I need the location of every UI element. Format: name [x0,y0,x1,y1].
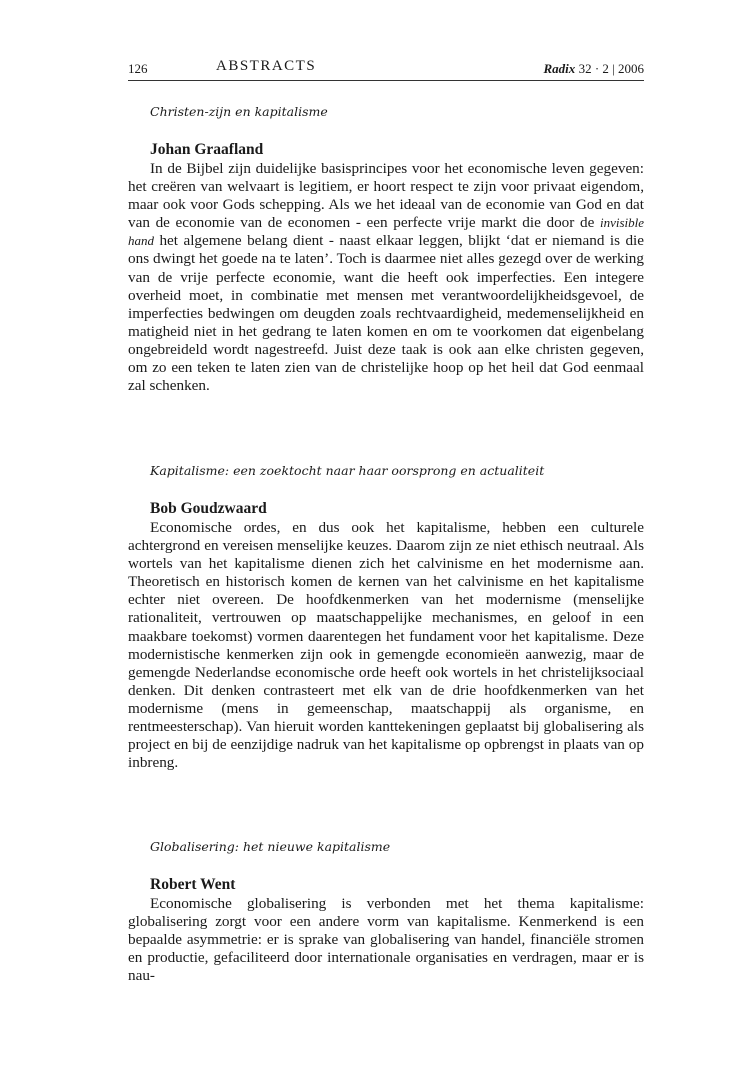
journal-name: Radix [543,61,576,76]
journal-reference [544,61,644,77]
abstract-author: Robert Went [150,876,236,893]
abstract-went [128,838,644,985]
abstract-graafland [128,103,644,395]
abstract-title: Globalisering: het nieuwe kapitalisme [150,839,391,854]
abstract-body: Economische globalisering is verbonden met het thema kapitalisme: globalisering zorgt voor een andere vorm van kapitalisme. Kenmerkend is een bepaalde asymmetrie: er is sprake van globalisering van handel, financiële stromen en productie, gefaciliteerd door internationale organisaties en verdragen, maar er is nau- [128,895,644,985]
abstract-body: In de Bijbel zijn duidelijke basisprincipes voor het economische leven gegeven: het creëren van welvaart is legitiem, er hoort respect te zijn voor privaat eigendom, maar ook voor Gods schepping. Als we het ideaal van de economie van God en dat van de economie van de economen - een perfecte vrije markt die door de invisible hand het algemene belang dient - naast elkaar leggen, blijkt ‘dat er niemand is die ons dwingt het goede na te laten’. Toch is daarmee niet alles gezegd over de werking van de vrije perfecte economie, want die heeft ook imperfecties. Een integere overheid moet, in combinatie met mensen met verantwoordelijkheidsgevoel, de imperfecties bedwingen om deugden zoals rechtvaardigheid, medemenselijkheid en matigheid niet in het gedrang te laten komen en om te voorkomen dat eigenbelang ongebreideld wordt nagestreefd. Juist deze taak is ook aan elke christen gegeven, om zo een teken te laten zien van de christelijke hoop op het heil dat God eenmaal zal schenken. [128,160,644,395]
journal-issue: 32 · 2 | 2006 [578,61,644,76]
section-title: ABSTRACTS [216,58,317,74]
abstract-author: Bob Goudzwaard [150,500,267,517]
abstract-title: Christen-zijn en kapitalisme [150,104,328,119]
page-number: 126 [128,61,148,76]
abstract-body: Economische ordes, en dus ook het kapitalisme, hebben een culturele achtergrond en vereisen menselijke keuzes. Daarom zijn ze niet ethisch neutraal. Als wortels van het kapitalisme dienen zich het calvinisme en het modernisme aan. Theoretisch en historisch komen de kernen van het calvinisme en het kapitalisme echter niet overeen. De hoofdkenmerken van het modernisme (menselijke rationaliteit, vertrouwen op maatschappelijke mechanismes, en geloof in een maakbare toekomst) vormen daarentegen het fundament voor het kapitalisme. Deze modernistische kenmerken zijn ook in gemengde economieën aanwezig, maar de gemengde Nederlandse economische orde heeft ook wortels in het christelijksociaal denken. Dit denken contrasteert met elk van de drie hoofdkenmerken van het modernisme (mens in gemeenschap, maatschappij als organisme, en rentmeesterschap). Van hieruit worden kanttekeningen geplaatst bij globalisering als project en bij de eenzijdige nadruk van het kapitalisme op opbrengst in plaats van op inbreng. [128,519,644,772]
abstract-title: Kapitalisme: een zoektocht naar haar oorsprong en actualiteit [150,463,545,478]
running-header [128,58,644,81]
italic-term: invisible hand [128,215,644,249]
abstract-goudzwaard [128,462,644,772]
abstract-author: Johan Graafland [150,141,264,158]
